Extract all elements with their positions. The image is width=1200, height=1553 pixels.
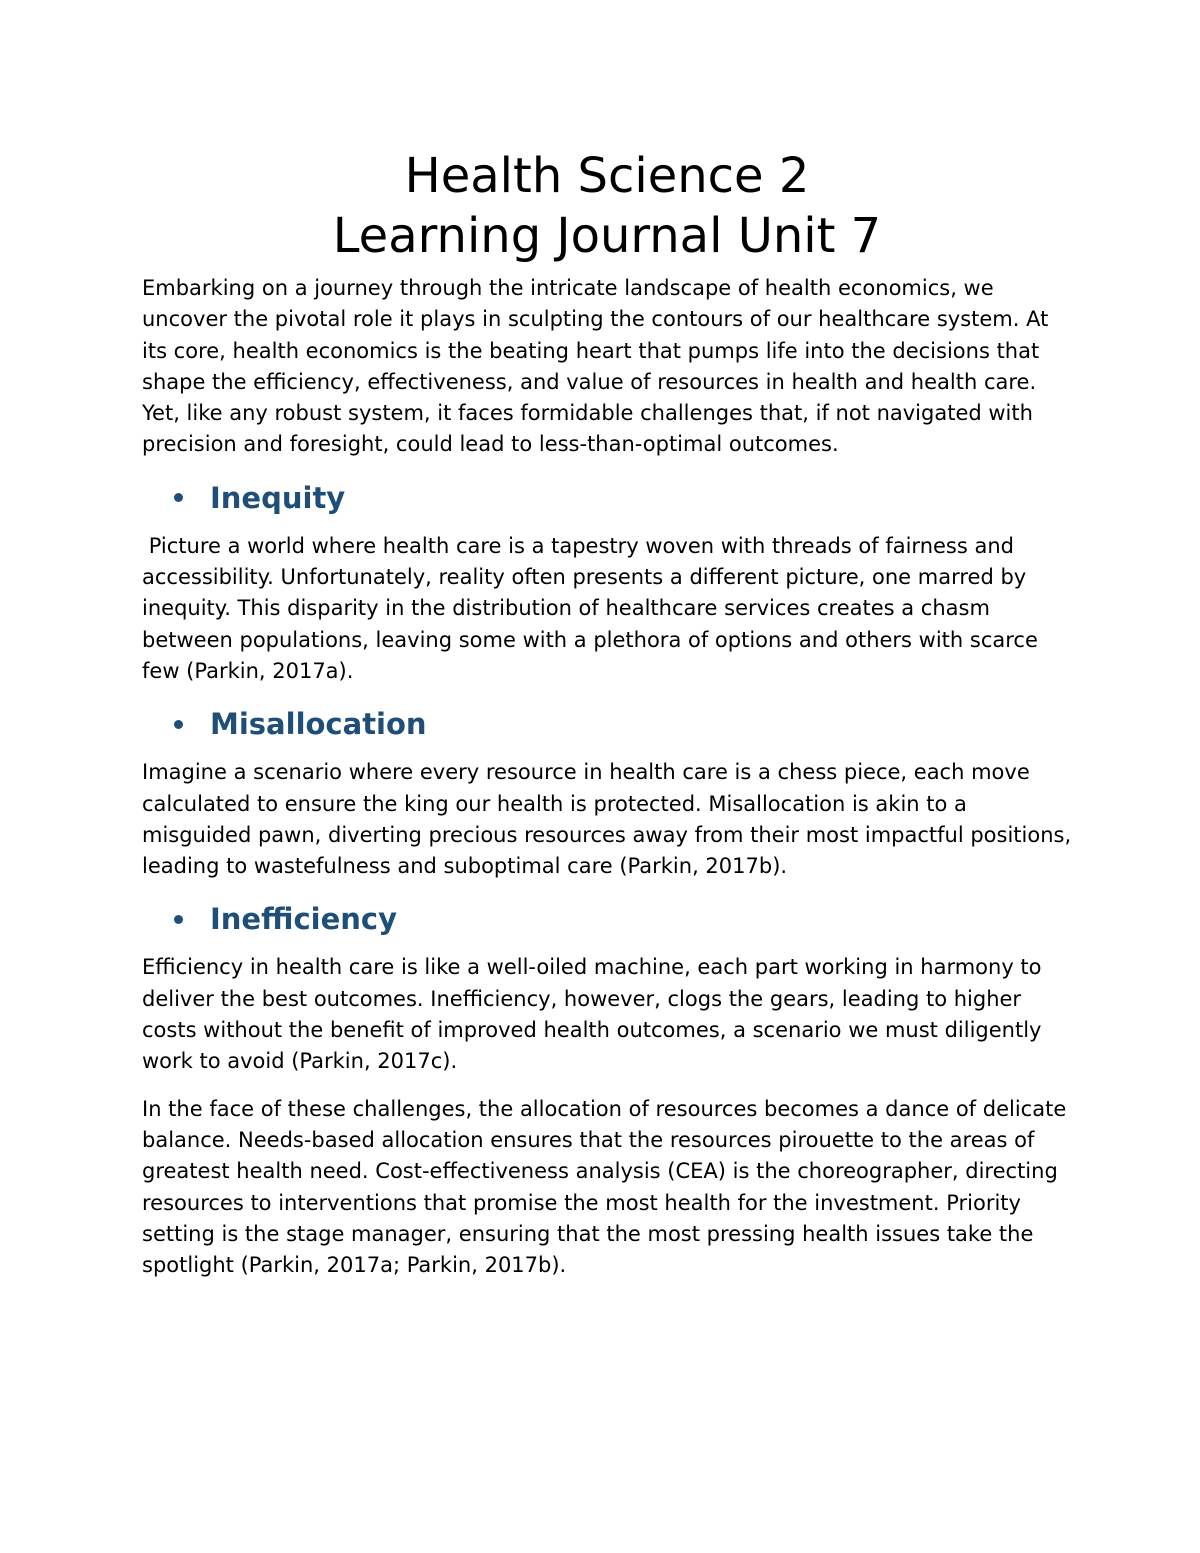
section-heading-label: Inequity xyxy=(210,480,346,515)
title-line-1: Health Science 2 xyxy=(404,148,810,204)
section-heading-misallocation xyxy=(142,705,1072,743)
bullet-icon xyxy=(174,720,183,729)
section-heading-label: Misallocation xyxy=(210,707,427,742)
section-heading-label: Inefficiency xyxy=(210,902,397,937)
bullet-icon xyxy=(174,915,183,924)
section-heading-inequity xyxy=(142,479,1072,517)
document-title xyxy=(142,146,1072,266)
section-paragraph-misallocation: Imagine a scenario where every resource in health care is a chess piece, each move calculated to ensure the king our health is protected. Misallocation is akin to a misguided pawn, diverting precious resources away from their most impactful positions, leading to wastefulness and suboptimal care (Parkin, 2017b). xyxy=(142,760,1072,879)
section-paragraph-inequity: Picture a world where health care is a tapestry woven with threads of fairness and accessibility. Unfortunately, reality often presents a different picture, one marred by inequity. This disparity in the distribution of healthcare services creates a chasm between populations, leaving some with a plethora of options and others with scarce few (Parkin, 2017a). xyxy=(142,533,1045,683)
document-page xyxy=(142,146,1072,1281)
section-paragraph-inefficiency: Efficiency in health care is like a well-oiled machine, each part working in harmony to deliver the best outcomes. Inefficiency, however, clogs the gears, leading to higher costs without the benefit of improved health outcomes, a scenario we must diligently work to avoid (Parkin, 2017c). xyxy=(142,955,1042,1074)
intro-paragraph: Embarking on a journey through the intricate landscape of health economics, we uncover the pivotal role it plays in sculpting the contours of our healthcare system. At its core, health economics is the beating heart that pumps life into the decisions that shape the efficiency, effectiveness, and value of resources in health and health care. Yet, like any robust system, it faces formidable challenges that, if not navigated with precision and foresight, could lead to less-than-optimal outcomes. xyxy=(142,276,1049,457)
title-line-2: Learning Journal Unit 7 xyxy=(332,208,882,264)
section-heading-inefficiency xyxy=(142,900,1072,938)
bullet-icon xyxy=(174,493,183,502)
conclusion-paragraph: In the face of these challenges, the allocation of resources becomes a dance of delicate balance. Needs-based allocation ensures that the resources pirouette to the areas of greatest health need. Cost-effectiveness analysis (CEA) is the choreographer, directing resources to interventions that promise the most health for the investment. Priority setting is the stage manager, ensuring that the most pressing health issues take the spotlight (Parkin, 2017a; Parkin, 2017b). xyxy=(142,1096,1067,1278)
